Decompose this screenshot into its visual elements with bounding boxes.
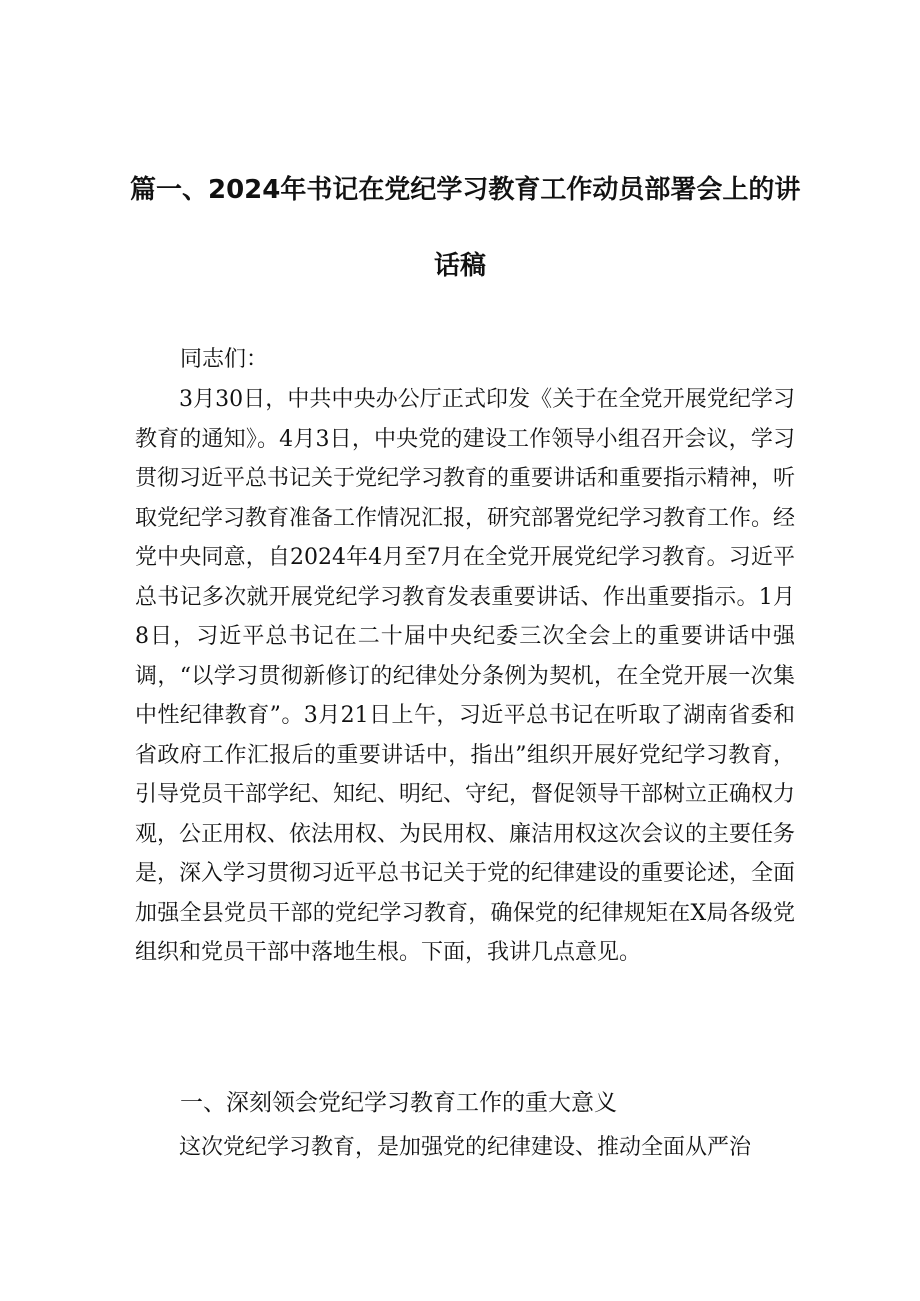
document-title-line-2: 话稿 xyxy=(433,251,486,281)
salutation: 同志们： xyxy=(180,347,269,372)
body-paragraph-2: 这次党纪学习教育，是加强党的纪律建设、推动全面从严治 xyxy=(179,1135,752,1160)
section-heading-1: 一、深刻领会党纪学习教育工作的重大意义 xyxy=(180,1090,617,1116)
body-paragraph-1: 3月30日，中共中央办公厅正式印发《关于在全党开展党纪学习教育的通知》。4月3日，中央党的建设工作领导小组召开会议，学习贯彻习近平总书记关于党纪学习教育的重要讲话和重要指示精神，听取党纪学习教育准备工作情况汇报，研究部署党纪学习教育工作。经党中央同意，自2024年4月至7月在全党开展党纪学习教育。习近平总书记多次就开展党纪学习教育发表重要讲话、作出重要指示。1月8日，习近平总书记在二十届中央纪委三次全会上的重要讲话中强调，“以学习贯彻新修订的纪律处分条例为契机，在全党开展一次集中性纪律教育”。3月21日上午，习近平总书记在听取了湖南省委和省政府工作汇报后的重要讲话中，指出”组织开展好党纪学习教育，引导党员干部学纪、知纪、明纪、守纪，督促领导干部树立正确权力观，公正用权、依法用权、为民用权、廉洁用权这次会议的主要任务是，深入学习贯彻习近平总书记关于党的纪律建设的重要论述，全面加强全县党员干部的党纪学习教育，确保党的纪律规矩在X局各级党组织和党员干部中落地生根。下面，我讲几点意见。 xyxy=(135,387,796,965)
document-title-line-1: 篇一、2024年书记在党纪学习教育工作动员部署会上的讲 xyxy=(130,175,801,205)
